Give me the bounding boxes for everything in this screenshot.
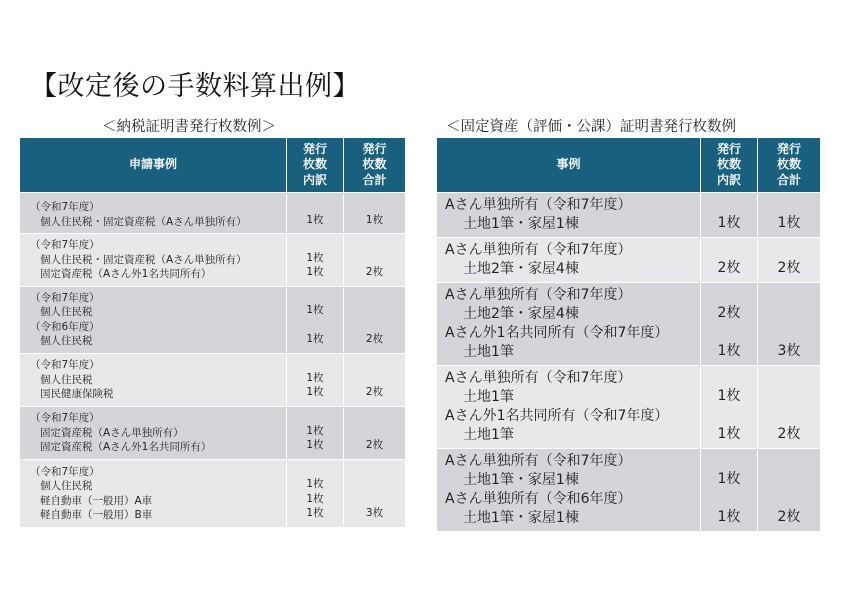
case-cell bbox=[437, 449, 701, 532]
breakdown-cell bbox=[701, 283, 758, 366]
breakdown-count: 1枚 bbox=[717, 215, 741, 231]
breakdown-cell bbox=[287, 286, 344, 353]
right-table-caption: ＜固定資産（評価・公課）証明書発行枚数例 bbox=[446, 119, 736, 135]
table-row bbox=[20, 459, 406, 527]
case-line: （令和6年度） bbox=[30, 320, 100, 333]
case-line: Aさん単独所有（令和7年度） bbox=[445, 370, 632, 386]
breakdown-count bbox=[701, 323, 757, 342]
breakdown-count: 1枚 bbox=[717, 426, 741, 442]
breakdown-count: 1枚 bbox=[306, 492, 324, 505]
case-cell bbox=[20, 353, 287, 406]
total-cell: 1枚 bbox=[758, 193, 821, 238]
case-line: 個人住民税 bbox=[40, 306, 93, 318]
breakdown-count: 1枚 bbox=[306, 213, 324, 226]
case-line: （令和7年度） bbox=[30, 412, 100, 424]
breakdown-count: 1枚 bbox=[306, 478, 324, 490]
total-cell: 2枚 bbox=[758, 449, 821, 532]
breakdown-count: 1枚 bbox=[717, 343, 741, 359]
header-total: 発行 枚数 合計 bbox=[344, 138, 406, 193]
breakdown-count: 1枚 bbox=[306, 507, 324, 519]
total-cell: 2枚 bbox=[344, 406, 406, 459]
breakdown-count: 2枚 bbox=[717, 305, 741, 321]
breakdown-count: 1枚 bbox=[306, 251, 324, 264]
breakdown-count bbox=[701, 451, 757, 470]
breakdown-count bbox=[701, 489, 757, 508]
breakdown-count bbox=[287, 198, 343, 213]
case-line: 軽自動車（一般用）B車 bbox=[40, 509, 153, 521]
case-line: 個人住民税 bbox=[40, 335, 93, 347]
table-row bbox=[437, 283, 821, 366]
breakdown-count: 2枚 bbox=[717, 260, 741, 276]
case-line: （令和7年度） bbox=[30, 201, 100, 213]
property-certificate-table bbox=[436, 137, 821, 532]
breakdown-count: 1枚 bbox=[306, 371, 324, 384]
case-line: 土地2筆・家屋4棟 bbox=[463, 306, 579, 322]
header-case: 事例 bbox=[437, 138, 701, 193]
breakdown-count bbox=[287, 289, 343, 304]
case-line: 土地2筆・家屋4棟 bbox=[463, 261, 579, 277]
breakdown-cell bbox=[701, 238, 758, 283]
case-line: 軽自動車（一般用）A車 bbox=[40, 494, 153, 507]
breakdown-count bbox=[701, 240, 757, 259]
breakdown-count bbox=[287, 356, 343, 371]
tax-certificate-table bbox=[19, 137, 406, 528]
total-cell: 3枚 bbox=[344, 459, 406, 527]
breakdown-count bbox=[287, 318, 343, 333]
breakdown-cell bbox=[701, 449, 758, 532]
total-cell: 3枚 bbox=[758, 283, 821, 366]
case-line: Aさん単独所有（令和6年度） bbox=[445, 491, 632, 507]
case-line: 個人住民税 bbox=[40, 480, 93, 492]
total-cell: 2枚 bbox=[758, 366, 821, 449]
breakdown-count: 1枚 bbox=[306, 266, 324, 278]
case-cell bbox=[437, 193, 701, 238]
case-cell bbox=[437, 238, 701, 283]
case-line: 個人住民税・固定資産税（Aさん単独所有） bbox=[40, 253, 247, 266]
case-line: Aさん単独所有（令和7年度） bbox=[445, 197, 632, 213]
case-line: 土地1筆・家屋1棟 bbox=[463, 510, 579, 526]
header-case: 申請事例 bbox=[20, 138, 287, 193]
breakdown-count bbox=[701, 195, 757, 214]
breakdown-cell bbox=[701, 193, 758, 238]
case-line: 土地1筆 bbox=[463, 344, 514, 360]
breakdown-cell bbox=[287, 193, 344, 234]
breakdown-count: 1枚 bbox=[717, 388, 741, 404]
header-breakdown: 発行 枚数 内訳 bbox=[287, 138, 344, 193]
breakdown-cell bbox=[287, 459, 344, 527]
breakdown-count: 1枚 bbox=[306, 386, 324, 398]
case-cell bbox=[437, 283, 701, 366]
case-line: 土地1筆・家屋1棟 bbox=[463, 472, 579, 488]
breakdown-cell bbox=[701, 366, 758, 449]
case-cell bbox=[20, 193, 287, 234]
breakdown-count: 1枚 bbox=[717, 471, 741, 487]
table-row bbox=[437, 193, 821, 238]
breakdown-count: 1枚 bbox=[717, 509, 741, 525]
case-line: （令和7年度） bbox=[30, 239, 100, 251]
breakdown-count bbox=[287, 463, 343, 478]
breakdown-count bbox=[287, 236, 343, 251]
case-line: Aさん外1名共同所有（令和7年度） bbox=[445, 325, 669, 341]
breakdown-count: 1枚 bbox=[306, 424, 324, 437]
breakdown-count: 1枚 bbox=[306, 304, 324, 316]
case-line: Aさん外1名共同所有（令和7年度） bbox=[445, 408, 669, 424]
breakdown-count bbox=[701, 285, 757, 304]
case-line: 土地1筆 bbox=[463, 427, 514, 443]
table-row bbox=[437, 366, 821, 449]
breakdown-count bbox=[701, 406, 757, 425]
left-table-caption: ＜納税証明書発行枚数例＞ bbox=[102, 119, 276, 135]
table-row bbox=[437, 238, 821, 283]
breakdown-count bbox=[701, 368, 757, 387]
case-line: 固定資産税（Aさん単独所有） bbox=[40, 426, 184, 439]
case-cell bbox=[437, 366, 701, 449]
case-line: 固定資産税（Aさん外1名共同所有） bbox=[40, 441, 212, 453]
case-line: （令和7年度） bbox=[30, 359, 100, 371]
breakdown-count bbox=[287, 409, 343, 424]
breakdown-count: 1枚 bbox=[306, 439, 324, 451]
total-cell: 2枚 bbox=[758, 238, 821, 283]
table-row bbox=[20, 234, 406, 287]
case-cell bbox=[20, 234, 287, 287]
header-breakdown: 発行 枚数 内訳 bbox=[701, 138, 758, 193]
breakdown-cell bbox=[287, 234, 344, 287]
case-line: 個人住民税・固定資産税（Aさん単独所有） bbox=[40, 215, 247, 228]
case-line: Aさん単独所有（令和7年度） bbox=[445, 287, 632, 303]
total-cell: 2枚 bbox=[344, 353, 406, 406]
case-line: 土地1筆 bbox=[463, 389, 514, 405]
case-cell bbox=[20, 286, 287, 353]
total-cell: 2枚 bbox=[344, 286, 406, 353]
header-total: 発行 枚数 合計 bbox=[758, 138, 821, 193]
case-cell bbox=[20, 459, 287, 527]
case-cell bbox=[20, 406, 287, 459]
table-row bbox=[20, 193, 406, 234]
breakdown-cell bbox=[287, 406, 344, 459]
breakdown-count: 1枚 bbox=[306, 333, 324, 345]
case-line: 固定資産税（Aさん外1名共同所有） bbox=[40, 268, 212, 280]
table-row bbox=[20, 286, 406, 353]
case-line: 個人住民税 bbox=[40, 373, 93, 386]
case-line: Aさん単独所有（令和7年度） bbox=[445, 242, 632, 258]
case-line: 国民健康保険税 bbox=[40, 388, 114, 400]
total-cell: 1枚 bbox=[344, 193, 406, 234]
table-row bbox=[20, 406, 406, 459]
breakdown-cell bbox=[287, 353, 344, 406]
table-row bbox=[437, 449, 821, 532]
case-line: Aさん単独所有（令和7年度） bbox=[445, 453, 632, 469]
case-line: （令和7年度） bbox=[30, 291, 100, 304]
table-row bbox=[20, 353, 406, 406]
total-cell: 2枚 bbox=[344, 234, 406, 287]
case-line: 土地1筆・家屋1棟 bbox=[463, 216, 579, 232]
case-line: （令和7年度） bbox=[30, 465, 100, 478]
page-title: 【改定後の手数料算出例】 bbox=[30, 71, 360, 102]
